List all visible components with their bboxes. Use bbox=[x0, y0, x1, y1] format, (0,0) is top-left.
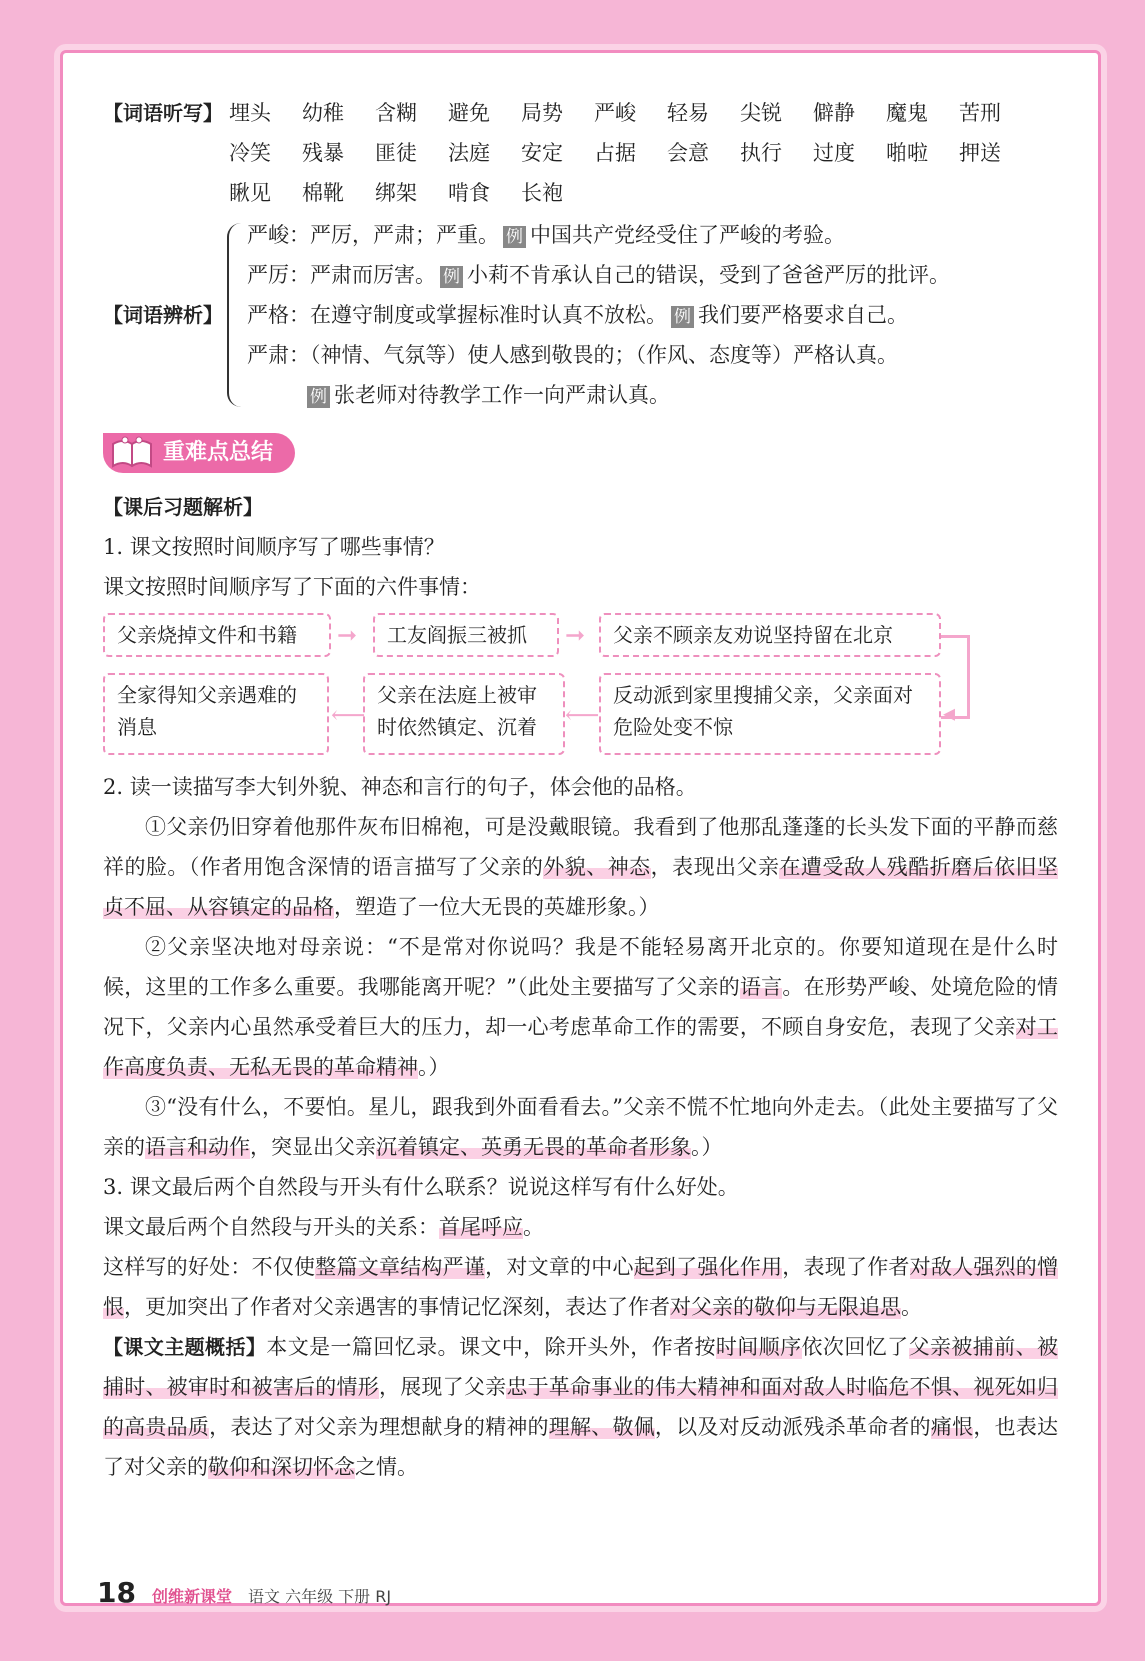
vocab-word: 法庭 bbox=[448, 141, 490, 165]
analysis-section bbox=[103, 215, 1058, 415]
event-flowchart bbox=[103, 613, 1058, 763]
vocab-word: 啪啦 bbox=[886, 141, 928, 165]
example-mark: 例 bbox=[671, 306, 694, 328]
arrow-right-icon: ➞ bbox=[337, 621, 358, 649]
vocab-word: 冷笑 bbox=[229, 141, 271, 165]
brand-name: 创维新课堂 bbox=[151, 1587, 232, 1606]
vocab-word: 严峻 bbox=[594, 101, 636, 125]
vocab-word: 绑架 bbox=[375, 181, 417, 205]
vocab-word: 苦刑 bbox=[959, 101, 1001, 125]
footer bbox=[97, 1576, 391, 1609]
paragraph-2: ②父亲坚决地对母亲说：“不是常对你说吗？我是不能轻易离开北京的。你要知道现在是什么时候，这里的工作多么重要。我哪能离开呢？”（此处主要描写了父亲的语言。在形势严峻、处境危险的情况下，父亲内心虽然承受着巨大的压力，却一心考虑革命工作的需要，不顾自身安危，表现了父亲对工作高度负责、无私无畏的革命精神。） bbox=[103, 935, 1059, 1079]
def-3: 严格：在遵守制度或掌握标准时认真不放松。 例 我们要严格要求自己。 bbox=[247, 303, 908, 327]
vocab-word: 埋头 bbox=[229, 101, 271, 125]
vocab-word: 棉靴 bbox=[302, 181, 344, 205]
flow-step-5: 父亲在法庭上被审时依然镇定、沉着 bbox=[363, 673, 565, 755]
vocab-tag: 【词语听写】 bbox=[103, 101, 223, 125]
vocab-word: 长袍 bbox=[521, 181, 563, 205]
def-1: 严峻：严厉，严肃；严重。 例 中国共产党经受住了严峻的考验。 bbox=[247, 223, 845, 247]
arrow-left-icon: ◂ bbox=[943, 699, 956, 727]
exercise-tag: 【课后习题解析】 bbox=[103, 495, 263, 519]
book-info: 语文 六年级 下册 RJ bbox=[247, 1587, 392, 1606]
answer-1: 课文按照时间顺序写了下面的六件事情： bbox=[103, 575, 481, 599]
analysis-tag: 【词语辨析】 bbox=[103, 303, 223, 327]
page-number: 18 bbox=[97, 1576, 136, 1609]
def-2: 严厉：严肃而厉害。 例 小莉不肯承认自己的错误，受到了爸爸严厉的批评。 bbox=[247, 263, 950, 287]
definitions bbox=[247, 215, 1058, 415]
vocab-word: 幼稚 bbox=[302, 101, 344, 125]
book-icon bbox=[111, 436, 153, 470]
theme-paragraph: 【课文主题概括】本文是一篇回忆录。课文中，除开头外，作者按时间顺序依次回忆了父亲被捕前、被捕时、被审时和被害后的情形，展现了父亲忠于革命事业的伟大精神和面对敌人时临危不惧、视死如归的高贵品质，表达了对父亲为理想献身的精神的理解、敬佩，以及对反动派残杀革命者的痛恨，也表达了对父亲的敬仰和深切怀念之情。 bbox=[103, 1335, 1059, 1479]
vocab-word: 过度 bbox=[813, 141, 855, 165]
question-1: 1. 课文按照时间顺序写了哪些事情？ bbox=[103, 535, 445, 559]
content bbox=[103, 93, 1058, 1487]
vocab-word: 尖锐 bbox=[740, 101, 782, 125]
benefit-paragraph: 这样写的好处：不仅使整篇文章结构严谨，对文章的中心起到了强化作用，表现了作者对敌人强烈的憎恨，更加突出了作者对父亲遇害的事情记忆深刻，表达了作者对父亲的敬仰与无限追思。 bbox=[103, 1255, 1059, 1319]
paragraph-1: ①父亲仍旧穿着他那件灰布旧棉袍，可是没戴眼镜。我看到了他那乱蓬蓬的长头发下面的平静而慈祥的脸。（作者用饱含深情的语言描写了父亲的外貌、神态，表现出父亲在遭受敌人残酷折磨后依旧坚贞不屈、从容镇定的品格，塑造了一位大无畏的英雄形象。） bbox=[103, 815, 1059, 919]
vocab-word: 执行 bbox=[740, 141, 782, 165]
arrow-right-icon: ➞ bbox=[565, 621, 586, 649]
example-mark: 例 bbox=[440, 266, 463, 288]
vocab-word: 啃食 bbox=[448, 181, 490, 205]
flow-step-3: 父亲不顾亲友劝说坚持留在北京 bbox=[599, 613, 941, 657]
def-4-example: 例 张老师对待教学工作一向严肃认真。 bbox=[247, 375, 1058, 415]
vocab-word: 避免 bbox=[448, 101, 490, 125]
vocab-word: 匪徒 bbox=[375, 141, 417, 165]
def-4: 严肃：（神情、气氛等）使人感到敬畏的；（作风、态度等）严格认真。 bbox=[247, 343, 898, 367]
example-mark: 例 bbox=[307, 386, 330, 408]
flow-step-4: 反动派到家里搜捕父亲，父亲面对危险处变不惊 bbox=[599, 673, 941, 755]
vocab-word: 瞅见 bbox=[229, 181, 271, 205]
flow-step-2: 工友阎振三被抓 bbox=[373, 613, 559, 657]
example-mark: 例 bbox=[503, 226, 526, 248]
question-3: 3. 课文最后两个自然段与开头有什么联系？说说这样写有什么好处。 bbox=[103, 1175, 739, 1199]
vocab-word: 押送 bbox=[959, 141, 1001, 165]
vocab-word: 残暴 bbox=[302, 141, 344, 165]
vocab-word: 局势 bbox=[521, 101, 563, 125]
brace bbox=[227, 223, 243, 407]
question-2: 2. 读一读描写李大钊外貌、神态和言行的句子，体会他的品格。 bbox=[103, 775, 697, 799]
vocab-word: 会意 bbox=[667, 141, 709, 165]
arrow-left-icon: ⟵ bbox=[565, 701, 600, 729]
vocab-word: 含糊 bbox=[375, 101, 417, 125]
vocab-word: 魔鬼 bbox=[886, 101, 928, 125]
section-banner bbox=[103, 433, 295, 473]
theme-tag: 【课文主题概括】 bbox=[103, 1335, 267, 1359]
arrow-left-icon: ⟵ bbox=[331, 701, 366, 729]
vocab-word: 轻易 bbox=[667, 101, 709, 125]
flow-step-1: 父亲烧掉文件和书籍 bbox=[103, 613, 331, 657]
vocab-word: 占据 bbox=[594, 141, 636, 165]
page-sheet bbox=[60, 50, 1101, 1609]
banner-title: 重难点总结 bbox=[163, 440, 274, 465]
vocab-words bbox=[229, 93, 1049, 213]
vocab-section bbox=[103, 93, 1058, 213]
paragraph-3: ③“没有什么，不要怕。星儿，跟我到外面看看去。”父亲不慌不忙地向外走去。（此处主要描写了父亲的语言和动作，突显出父亲沉着镇定、英勇无畏的革命者形象。） bbox=[103, 1095, 1058, 1159]
answer-3: 课文最后两个自然段与开头的关系：首尾呼应。 bbox=[103, 1215, 544, 1239]
vocab-word: 僻静 bbox=[813, 101, 855, 125]
vocab-word: 安定 bbox=[521, 141, 563, 165]
flow-step-6: 全家得知父亲遇难的消息 bbox=[103, 673, 329, 755]
